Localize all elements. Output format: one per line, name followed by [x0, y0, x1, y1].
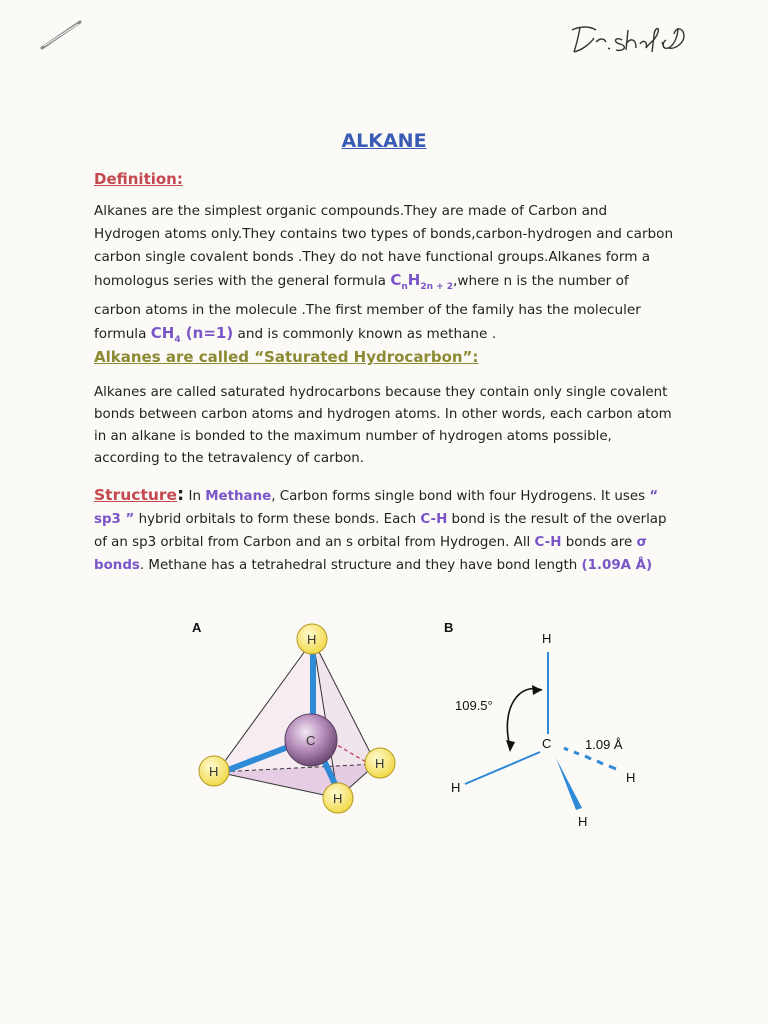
svg-text:C: C: [542, 736, 552, 751]
definition-heading: Definition:: [94, 170, 183, 188]
ch-bond-highlight: C-H: [420, 512, 448, 527]
sp3-highlight: “ sp3 ”: [94, 489, 659, 527]
bond-length-highlight: (1.09A Å): [581, 558, 653, 573]
svg-text:H: H: [451, 780, 461, 795]
definition-text-3: and is commonly known as methane .: [233, 326, 497, 342]
structure-heading: Structure: [94, 486, 178, 504]
methane-formula: $CH_4$ (n=1): [150, 324, 234, 345]
svg-text:H: H: [542, 631, 552, 646]
pen-sketch: [38, 18, 84, 54]
saturated-heading: Alkanes are called “Saturated Hydrocarbon”:: [94, 348, 479, 366]
svg-text:H: H: [626, 770, 636, 785]
svg-text:H: H: [209, 764, 219, 779]
wedge-structure: [451, 631, 635, 829]
bond-angle: 109.5°: [455, 698, 493, 713]
structure-paragraph: Structure: In Methane, Carbon forms single bond with four Hydrogens. It uses “ sp3 ” hybrid orbitals to form these bonds. Each C-H bond is the result of the overlap of an sp3 orbital from Carbon and an s orbital from Hydrogen. All C-H bonds are σ bonds. Methane has a tetrahedral structure and they have bond length (1.09A Å): [94, 484, 667, 573]
definition-text-2: ,where n is the number of carbon atoms in the molecule .The first member of the family has the moleculer formula: [94, 273, 641, 342]
ch-bond-highlight-2: C-H: [534, 535, 562, 550]
methane-figure: [180, 612, 660, 842]
signature: [566, 20, 706, 60]
figure-label-a: A: [192, 620, 202, 635]
bond-length-label: 1.09 Å: [585, 737, 623, 752]
definition-paragraph: [94, 200, 674, 352]
definition-text: Alkanes are the simplest organic compounds.They are made of Carbon and Hydrogen atoms only.They contains two types of bonds,carbon-hydrogen and carbon carbon single covalent bonds .They do not have functional groups.Alkanes form a homologus series with the general formula: [94, 203, 674, 289]
sigma-bonds-highlight: σ bonds: [94, 535, 647, 573]
methane-highlight: Methane: [205, 489, 272, 504]
svg-text:H: H: [307, 632, 317, 647]
figure-label-b: B: [444, 620, 454, 635]
svg-text:C: C: [306, 733, 316, 748]
general-formula: $C_nH_{2n + 2}$: [390, 271, 454, 292]
page-title: ALKANE: [341, 130, 427, 152]
svg-text:H: H: [375, 756, 385, 771]
svg-text:H: H: [333, 791, 343, 806]
svg-text:H: H: [578, 814, 588, 829]
saturated-paragraph: Alkanes are called saturated hydrocarbons because they contain only single covalent bonds between carbon atoms and hydrogen atoms. In other words, each carbon atom in an alkane is bonded to the maximum number of hydrogen atoms possible, according to the tetravalency of carbon.: [94, 385, 672, 466]
